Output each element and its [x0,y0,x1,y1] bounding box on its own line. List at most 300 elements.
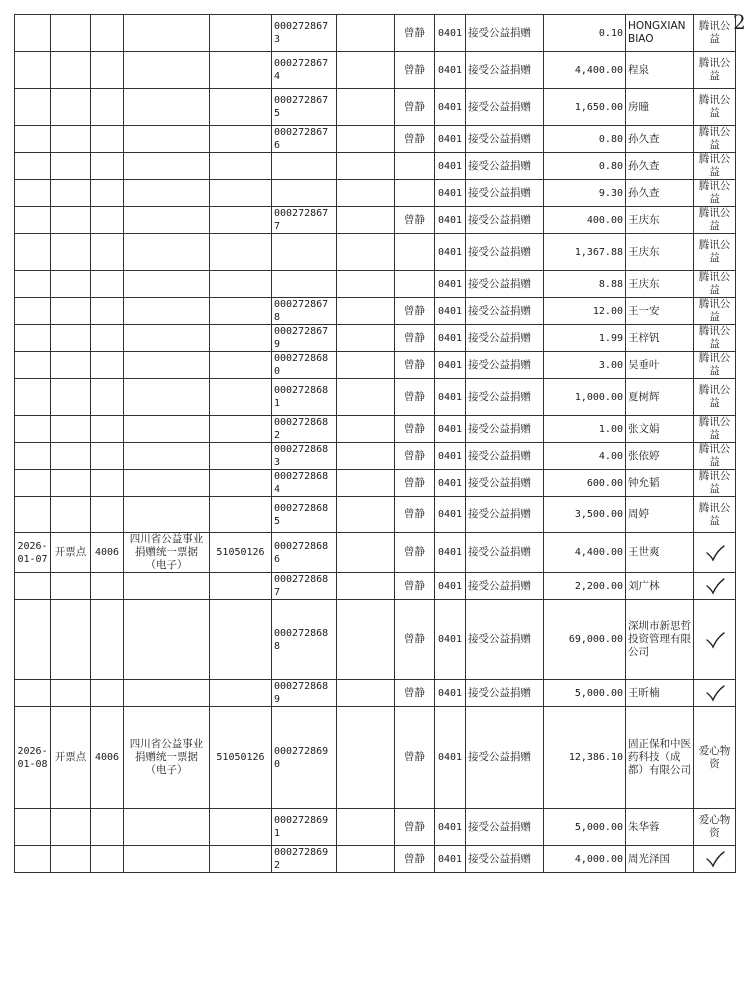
payer-cell-text: 孙久查 [628,132,660,145]
amount-cell [544,379,626,416]
point-code-cell-text: 4006 [94,547,120,558]
handwritten-check-mark-icon [705,684,725,702]
operator-cell [395,680,435,707]
point-code-cell [91,416,124,443]
subject-code-cell-text: 0401 [437,187,463,199]
operator-cell [395,533,435,573]
date-cell [15,325,51,352]
bill-number-cell-text: 0002728678 [274,299,329,323]
subject-code-cell-text: 0401 [437,752,463,763]
point-code-cell [91,180,124,207]
item-description-cell [466,707,544,809]
amount-cell-text: 4,000.00 [574,853,623,865]
purpose-cell-text: 腾讯公益 [698,416,731,441]
purpose-cell [694,52,736,89]
payer-cell-text: 王庆东 [628,213,660,226]
payer-cell-text: 孙久查 [628,159,660,172]
item-description-cell [466,126,544,153]
purpose-cell-text: 腾讯公益 [698,271,731,296]
amount-cell [544,271,626,298]
blank-cell [337,298,395,325]
point-code-cell [91,126,124,153]
operator-cell [395,707,435,809]
payer-cell-text: 王昕楠 [628,686,660,699]
item-description-cell-text: 接受公益捐赠 [468,579,531,592]
operator-cell-text: 曾静 [404,476,425,489]
issue-point-cell [51,271,91,298]
bill-code-cell-text: 51050126 [216,547,265,558]
subject-code-cell-text: 0401 [437,246,463,258]
purpose-cell [694,234,736,271]
bill-name-cell [124,325,210,352]
purpose-cell [694,379,736,416]
bill-number-cell-text: 0002728692 [274,847,329,871]
item-description-cell [466,298,544,325]
date-cell [15,809,51,846]
blank-cell [337,443,395,470]
bill-number-cell-text: 0002728689 [274,681,329,705]
amount-cell [544,533,626,573]
date-cell [15,533,51,573]
blank-cell [337,126,395,153]
point-code-cell [91,470,124,497]
bill-name-cell [124,470,210,497]
bill-number-cell-text: 0002728684 [274,471,329,495]
amount-cell [544,470,626,497]
bill-name-cell [124,207,210,234]
bill-code-cell [210,126,272,153]
item-description-cell [466,15,544,52]
purpose-cell-text: 爱心物资 [698,814,731,839]
blank-cell [337,497,395,533]
item-description-cell [466,52,544,89]
payer-cell [626,443,694,470]
table-row [15,126,736,153]
item-description-cell [466,600,544,680]
date-cell [15,352,51,379]
operator-cell [395,379,435,416]
operator-cell [395,298,435,325]
operator-cell [395,846,435,873]
issue-point-cell [51,809,91,846]
amount-cell [544,325,626,352]
amount-cell-text: 1,650.00 [574,101,623,113]
purpose-cell-text: 腾讯公益 [698,153,731,178]
bill-name-cell [124,89,210,126]
amount-cell-text: 3,500.00 [574,509,623,520]
point-code-cell [91,153,124,180]
subject-code-cell [435,470,466,497]
payer-cell [626,52,694,89]
operator-cell-text: 曾静 [404,508,425,520]
bill-number-cell-text: 0002728676 [274,127,329,151]
issue-point-cell [51,600,91,680]
bill-code-cell [210,379,272,416]
item-description-cell-text: 接受公益捐赠 [468,852,531,865]
bill-number-cell [272,352,337,379]
blank-cell [337,180,395,207]
payer-cell-text: 固正保和中医药科技（成都）有限公司 [628,738,691,776]
payer-cell [626,573,694,600]
amount-cell-text: 4,400.00 [574,547,623,558]
subject-code-cell-text: 0401 [437,160,463,172]
issue-point-cell-text: 开票点 [54,751,87,763]
purpose-cell [694,680,736,707]
bill-code-cell [210,443,272,470]
purpose-cell [694,809,736,846]
issue-point-cell [51,416,91,443]
purpose-cell [694,15,736,52]
subject-code-cell-text: 0401 [437,359,463,371]
bill-name-cell [124,298,210,325]
subject-code-cell [435,52,466,89]
amount-cell [544,809,626,846]
bill-number-cell-text: 0002728691 [274,815,329,839]
date-cell [15,52,51,89]
date-cell-text: 2026-01-08 [17,745,48,770]
payer-cell [626,126,694,153]
amount-cell [544,707,626,809]
item-description-cell-text: 接受公益捐赠 [468,186,531,199]
purpose-cell [694,352,736,379]
subject-code-cell [435,153,466,180]
subject-code-cell-text: 0401 [437,305,463,317]
point-code-cell [91,234,124,271]
bill-name-cell [124,533,210,573]
subject-code-cell [435,497,466,533]
bill-number-cell-text: 0002728679 [274,326,329,350]
purpose-cell-text: 腾讯公益 [698,239,731,264]
item-description-cell-text: 接受公益捐赠 [468,546,531,558]
operator-cell-text: 曾静 [404,358,425,371]
operator-cell [395,89,435,126]
subject-code-cell [435,680,466,707]
item-description-cell-text: 接受公益捐赠 [468,331,531,344]
item-description-cell [466,809,544,846]
operator-cell [395,497,435,533]
date-cell [15,207,51,234]
bill-number-cell-text: 0002728680 [274,353,329,377]
subject-code-cell-text: 0401 [437,687,463,699]
payer-cell [626,809,694,846]
bill-number-cell [272,497,337,533]
bill-number-cell [272,470,337,497]
amount-cell [544,846,626,873]
operator-cell [395,470,435,497]
amount-cell [544,126,626,153]
issue-point-cell [51,680,91,707]
table-row [15,379,736,416]
operator-cell-text: 曾静 [404,852,425,865]
bill-code-cell [210,470,272,497]
bill-code-cell [210,680,272,707]
amount-cell-text: 400.00 [586,214,623,226]
bill-name-cell [124,126,210,153]
bill-number-cell [272,533,337,573]
payer-cell-text: 王世爽 [628,546,660,558]
subject-code-cell-text: 0401 [437,634,463,645]
date-cell [15,707,51,809]
blank-cell [337,600,395,680]
point-code-cell [91,298,124,325]
operator-cell [395,15,435,52]
bill-name-cell-text: 四川省公益事业捐赠统一票据（电子） [129,533,204,571]
item-description-cell-text: 接受公益捐赠 [468,820,531,833]
item-description-cell-text: 接受公益捐赠 [468,686,531,699]
bill-name-cell [124,416,210,443]
operator-cell-text: 曾静 [404,449,425,462]
bill-name-cell [124,352,210,379]
purpose-cell-text: 腾讯公益 [698,501,731,527]
handwritten-check-mark-icon [705,631,725,649]
item-description-cell [466,573,544,600]
operator-cell-text: 曾静 [404,390,425,403]
issue-point-cell [51,846,91,873]
operator-cell [395,52,435,89]
subject-code-cell [435,809,466,846]
subject-code-cell-text: 0401 [437,214,463,226]
payer-cell [626,379,694,416]
operator-cell-text: 曾静 [404,26,425,39]
subject-code-cell [435,443,466,470]
amount-cell [544,234,626,271]
date-cell-text: 2026-01-07 [17,540,48,565]
subject-code-cell [435,325,466,352]
subject-code-cell [435,533,466,573]
operator-cell [395,271,435,298]
bill-code-cell [210,600,272,680]
payer-cell-text: 夏树辉 [628,390,660,403]
purpose-cell-text: 腾讯公益 [698,20,731,45]
payer-cell [626,707,694,809]
issue-point-cell [51,126,91,153]
purpose-cell [694,846,736,873]
bill-code-cell [210,416,272,443]
bill-number-cell [272,52,337,89]
blank-cell [337,153,395,180]
payer-cell [626,271,694,298]
blank-cell [337,52,395,89]
bill-number-cell [272,707,337,809]
operator-cell-text: 曾静 [404,213,425,226]
bill-number-cell [272,298,337,325]
blank-cell [337,573,395,600]
date-cell [15,497,51,533]
operator-cell-text: 曾静 [404,132,425,145]
bill-number-cell [272,15,337,52]
subject-code-cell [435,298,466,325]
issue-point-cell [51,234,91,271]
bill-code-cell [210,846,272,873]
purpose-cell-text: 腾讯公益 [698,180,731,205]
table-row [15,153,736,180]
amount-cell-text: 12,386.10 [568,752,623,763]
subject-code-cell [435,600,466,680]
purpose-cell-text: 腾讯公益 [698,352,731,377]
bill-number-cell [272,234,337,271]
purpose-cell [694,89,736,126]
amount-cell [544,573,626,600]
bill-name-cell [124,443,210,470]
blank-cell [337,352,395,379]
bill-code-cell [210,52,272,89]
amount-cell-text: 0.80 [598,133,623,145]
bill-number-cell-text: 0002728674 [274,58,329,82]
payer-cell-text: 王庆东 [628,277,660,290]
item-description-cell-text: 接受公益捐赠 [468,277,531,290]
handwritten-check-mark-icon [705,577,725,595]
payer-cell-text: HONGXIANBIAO [628,20,686,45]
issue-point-cell [51,89,91,126]
table-row [15,89,736,126]
bill-number-cell [272,600,337,680]
operator-cell [395,809,435,846]
operator-cell [395,416,435,443]
subject-code-cell-text: 0401 [437,477,463,489]
item-description-cell [466,443,544,470]
point-code-cell [91,846,124,873]
bill-name-cell-text: 四川省公益事业捐赠统一票据（电子） [129,738,204,776]
payer-cell-text: 王庆东 [628,245,660,258]
issue-point-cell [51,352,91,379]
bill-code-cell [210,207,272,234]
item-description-cell-text: 接受公益捐赠 [468,390,531,403]
amount-cell-text: 5,000.00 [574,687,623,699]
bill-number-cell-text: 0002728677 [274,208,329,232]
item-description-cell [466,416,544,443]
bill-code-cell [210,180,272,207]
bill-name-cell [124,680,210,707]
operator-cell [395,443,435,470]
operator-cell-text: 曾静 [404,422,425,435]
table-row [15,52,736,89]
bill-name-cell [124,573,210,600]
subject-code-cell-text: 0401 [437,450,463,462]
bill-number-cell [272,126,337,153]
payer-cell [626,207,694,234]
bill-code-cell [210,352,272,379]
blank-cell [337,325,395,352]
issue-point-cell [51,52,91,89]
bill-name-cell [124,180,210,207]
amount-cell-text: 3.00 [598,359,623,371]
bill-number-cell-text: 0002728690 [274,745,329,770]
item-description-cell [466,153,544,180]
point-code-cell [91,207,124,234]
date-cell [15,846,51,873]
payer-cell [626,89,694,126]
point-code-cell [91,680,124,707]
operator-cell [395,126,435,153]
issue-point-cell [51,207,91,234]
date-cell [15,15,51,52]
bill-name-cell [124,15,210,52]
operator-cell [395,234,435,271]
issue-point-cell [51,379,91,416]
purpose-cell [694,573,736,600]
bill-code-cell [210,707,272,809]
bill-number-cell-text: 0002728683 [274,444,329,468]
blank-cell [337,271,395,298]
point-code-cell [91,600,124,680]
issue-point-cell [51,533,91,573]
table-row [15,600,736,680]
payer-cell-text: 王梓钒 [628,331,660,344]
purpose-cell [694,325,736,352]
bill-code-cell [210,809,272,846]
handwritten-check-mark-icon [705,850,725,868]
subject-code-cell-text: 0401 [437,509,463,520]
table-row [15,497,736,533]
blank-cell [337,207,395,234]
amount-cell [544,443,626,470]
table-row [15,352,736,379]
table-row [15,325,736,352]
handwritten-check-mark-icon [705,544,725,562]
payer-cell [626,352,694,379]
payer-cell [626,180,694,207]
subject-code-cell [435,416,466,443]
point-code-cell [91,352,124,379]
subject-code-cell [435,846,466,873]
table-row [15,180,736,207]
bill-code-cell [210,271,272,298]
amount-cell-text: 1.00 [598,423,623,435]
purpose-cell [694,207,736,234]
subject-code-cell-text: 0401 [437,101,463,113]
point-code-cell [91,15,124,52]
subject-code-cell-text: 0401 [437,423,463,435]
blank-cell [337,234,395,271]
subject-code-cell-text: 0401 [437,278,463,290]
subject-code-cell-text: 0401 [437,821,463,833]
bill-code-cell [210,533,272,573]
point-code-cell [91,89,124,126]
payer-cell [626,680,694,707]
item-description-cell-text: 接受公益捐赠 [468,159,531,172]
payer-cell [626,497,694,533]
bill-number-cell-text: 0002728673 [274,21,329,45]
amount-cell [544,298,626,325]
bill-code-cell [210,573,272,600]
item-description-cell [466,325,544,352]
point-code-cell [91,271,124,298]
bill-number-cell [272,153,337,180]
payer-cell-text: 王一安 [628,304,660,317]
amount-cell [544,153,626,180]
purpose-cell [694,533,736,573]
date-cell [15,470,51,497]
purpose-cell [694,600,736,680]
date-cell [15,153,51,180]
amount-cell [544,352,626,379]
purpose-cell-text: 腾讯公益 [698,384,731,409]
item-description-cell-text: 接受公益捐赠 [468,476,531,489]
bill-number-cell [272,180,337,207]
bill-number-cell [272,416,337,443]
operator-cell-text: 曾静 [404,63,425,76]
item-description-cell [466,379,544,416]
subject-code-cell [435,707,466,809]
subject-code-cell-text: 0401 [437,547,463,558]
purpose-cell-text: 腾讯公益 [698,325,731,350]
item-description-cell [466,207,544,234]
bill-number-cell [272,207,337,234]
table-row [15,680,736,707]
date-cell [15,573,51,600]
item-description-cell [466,533,544,573]
subject-code-cell [435,352,466,379]
